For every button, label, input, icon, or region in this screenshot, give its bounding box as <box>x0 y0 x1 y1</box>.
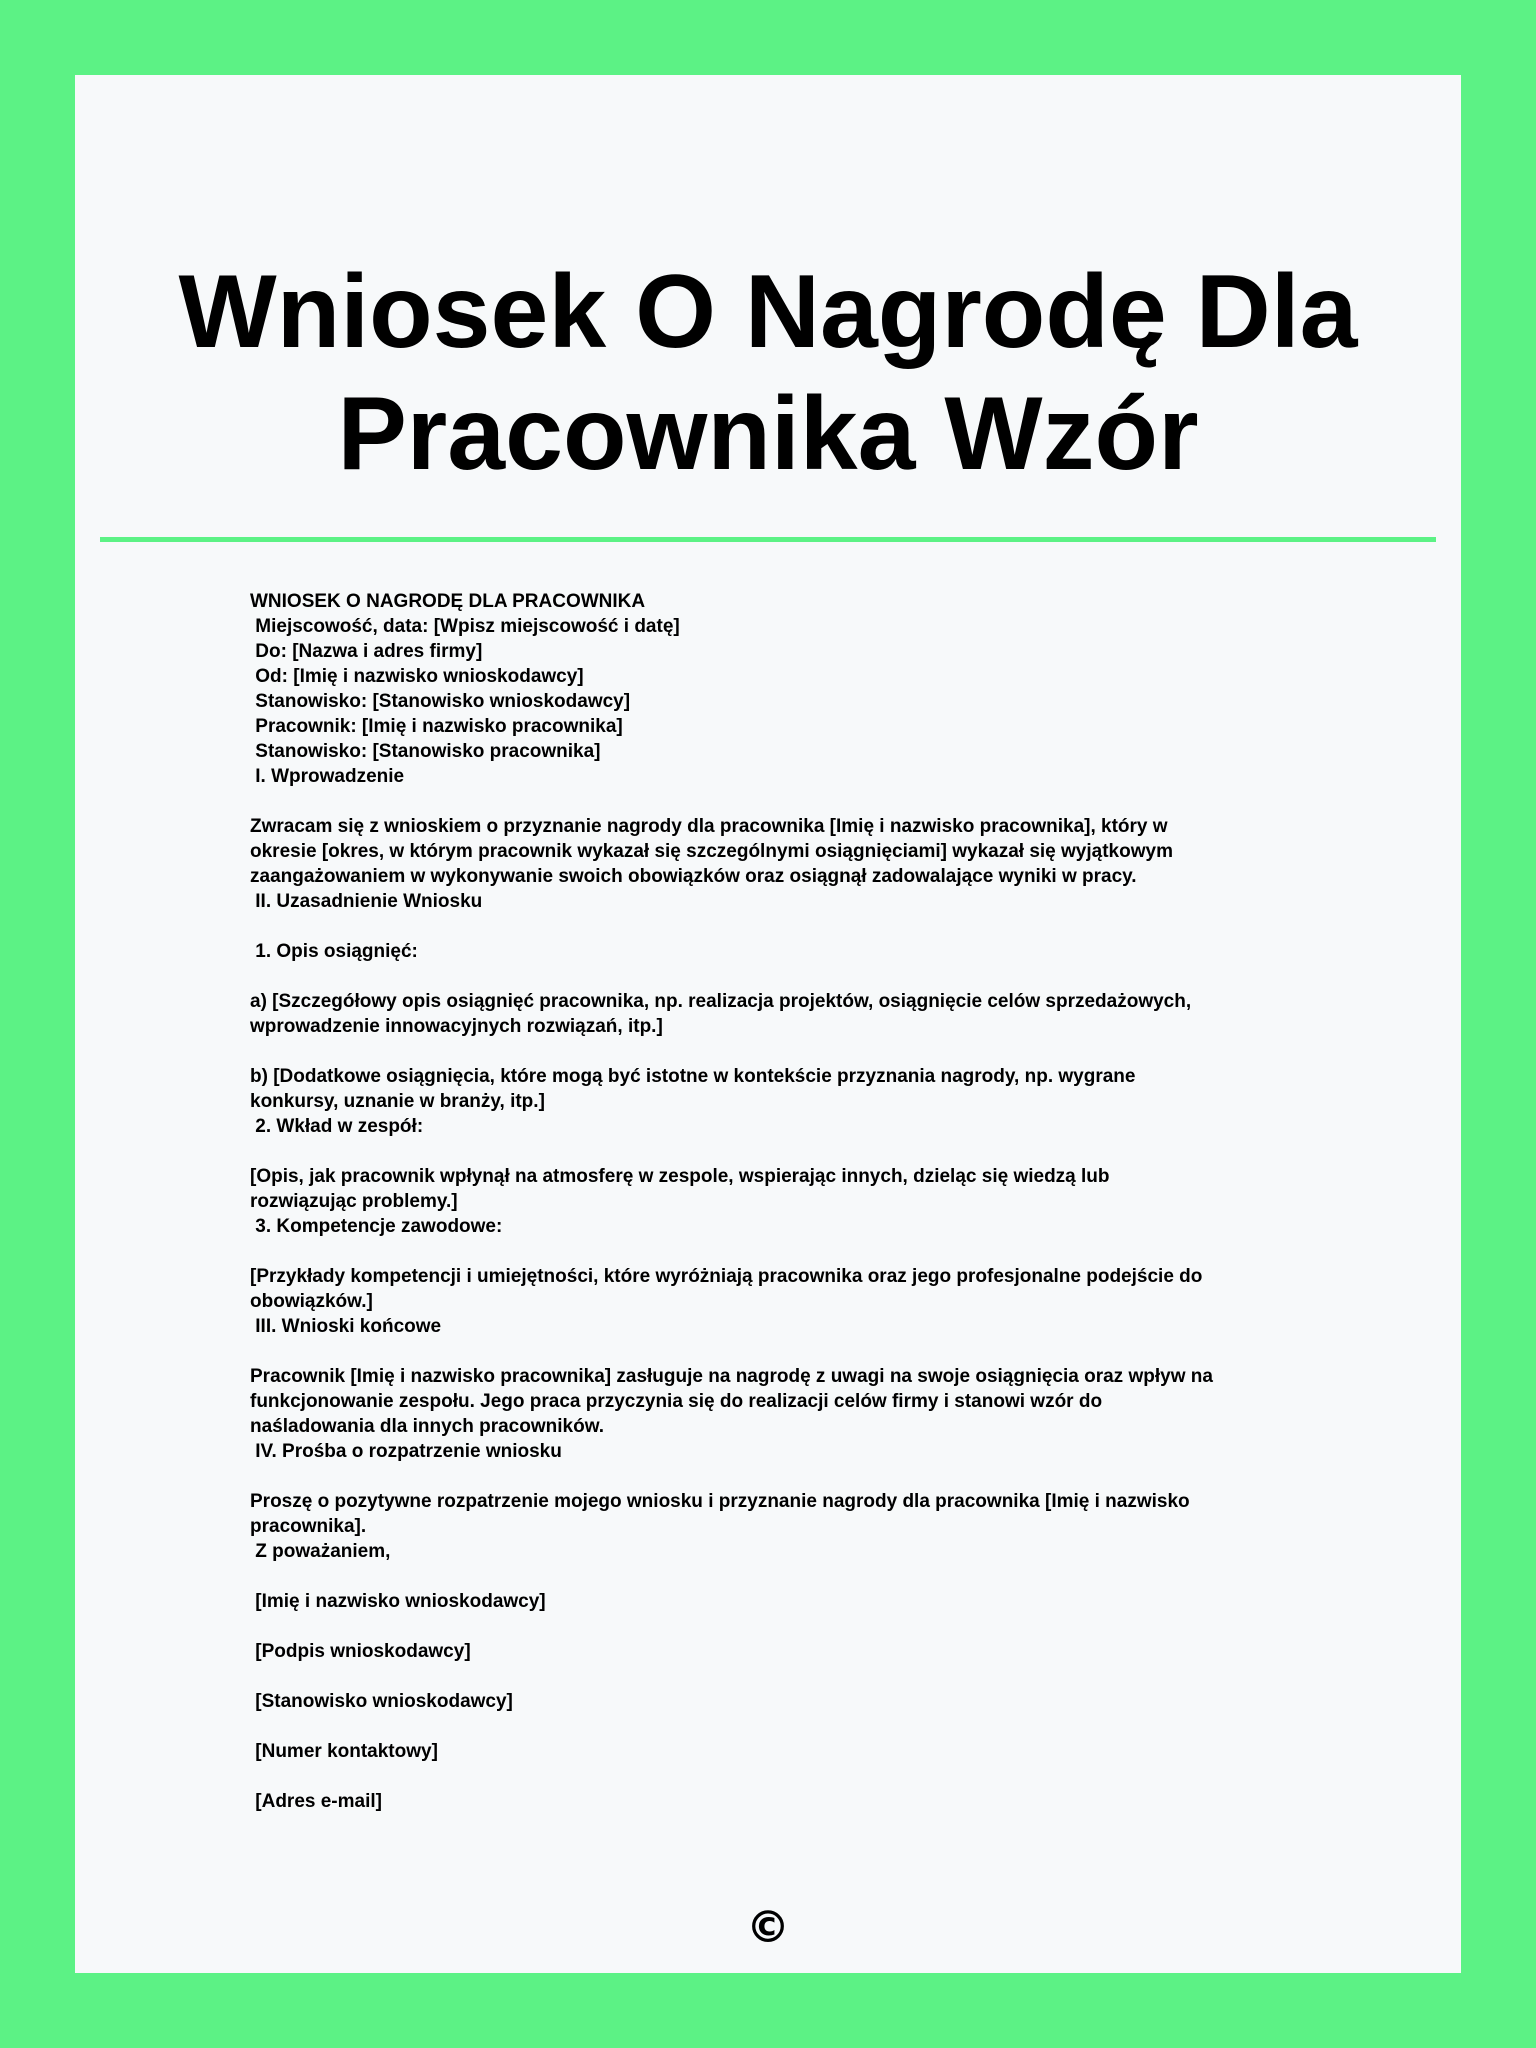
document-title: Wniosek O Nagrodę Dla Pracownika Wzór <box>178 254 1358 492</box>
document-body: WNIOSEK O NAGRODĘ DLA PRACOWNIKA Miejscowość, data: [Wpisz miejscowość i datę] Do: [Nazwa i adres firmy] Od: [Imię i nazwisko wnioskodawcy] Stanowisko: [Stanowisko wnioskodawcy] Pracownik: [Imię i nazwisko pracownika] Stanowisko: [Stanowisko pracownika] I. Wprowadzenie Zwracam się z wnioskiem o przyznanie nagrody dla pracownika [Imię i nazwisko pracownika], który w okresie [okres, w którym pracownik wykazał się szczególnymi osiągnięciami] wykazał się wyjątkowym zaangażowaniem w wykonywanie swoich obowiązków oraz osiągnął zadowalające wyniki w pracy. II. Uzasadnienie Wniosku 1. Opis osiągnięć: a) [Szczegółowy opis osiągnięć pracownika, np. realizacja projektów, osiągnięcie celów sprzedażowych, wprowadzenie innowacyjnych rozwiązań, itp.] b) [Dodatkowe osiągnięcia, które mogą być istotne w kontekście przyznania nagrody, np. wygrane konkursy, uznanie w branży, itp.] 2. Wkład w zespół: [Opis, jak pracownik wpłynął na atmosferę w zespole, wspierając innych, dzieląc się wiedzą lub rozwiązując problemy.] 3. Kompetencje zawodowe: [Przykłady kompetencji i umiejętności, które wyróżniają pracownika oraz jego profesjonalne podejście do obowiązków.] III. Wnioski końcowe Pracownik [Imię i nazwisko pracownika] zasługuje na nagrodę z uwagi na swoje osiągnięcia oraz wpływ na funkcjonowanie zespołu. Jego praca przyczynia się do realizacji celów firmy i stanowi wzór do naśladowania dla innych pracowników. IV. Prośba o rozpatrzenie wniosku Proszę o pozytywne rozpatrzenie mojego wniosku i przyznanie nagrody dla pracownika [Imię i nazwisko pracownika]. Z poważaniem, [Imię i nazwisko wnioskodawcy] [Podpis wnioskodawcy] [Stanowisko wnioskodawcy] [Numer kontaktowy] [Adres e-mail] <box>250 591 1213 1812</box>
title-divider <box>100 537 1436 542</box>
copyright-symbol: © <box>746 1902 790 1953</box>
document-page <box>75 75 1461 1973</box>
